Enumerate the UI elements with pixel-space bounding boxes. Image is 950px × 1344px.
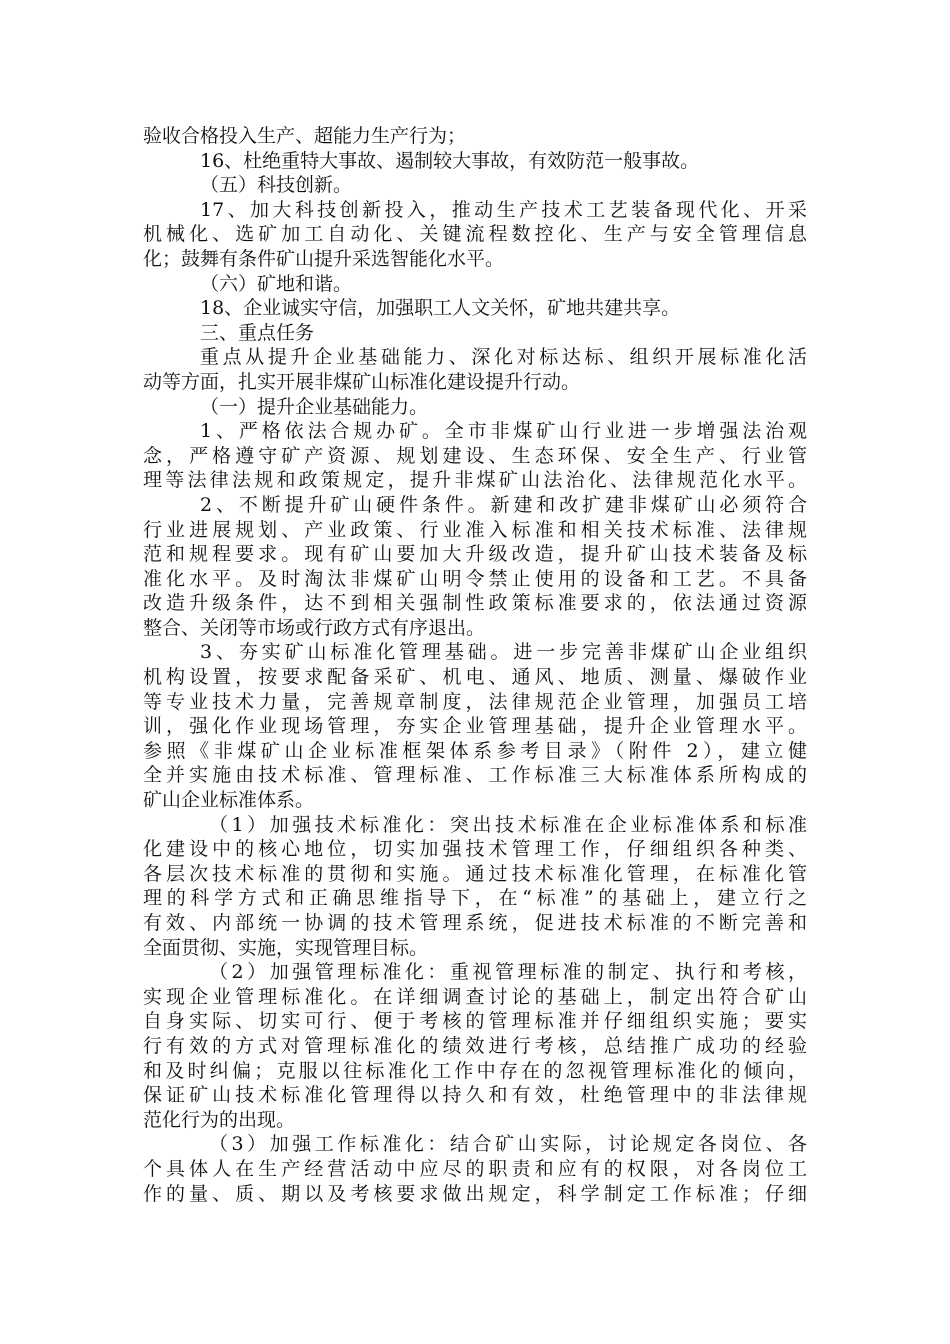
text-line: 有效、内部统一协调的技术管理系统，促进技术标准的不断完善和 bbox=[143, 912, 807, 934]
text-line: 范化行为的出现。 bbox=[143, 1108, 296, 1131]
section-heading: （一）提升企业基础能力。 bbox=[200, 395, 429, 418]
text-line: 验收合格投入生产、超能力生产行为； bbox=[143, 125, 467, 147]
text-line: 行有效的方式对管理标准化的绩效进行考核，总结推广成功的经验 bbox=[143, 1034, 807, 1057]
text-line: 个具体人在生产经营活动中应尽的职责和应有的权限，对各岗位工 bbox=[143, 1157, 807, 1180]
text-line: 和及时纠偏；克服以往标准化工作中存在的忽视管理标准化的倾向， bbox=[143, 1059, 807, 1082]
text-line: 全并实施由技术标准、管理标准、工作标准三大标准体系所构成的 bbox=[143, 764, 807, 787]
text-line: 准化水平。及时淘汰非煤矿山明令禁止使用的设备和工艺。不具备 bbox=[143, 567, 807, 590]
text-line: 自身实际、切实可行、便于考核的管理标准并仔细组织实施；要实 bbox=[143, 1010, 807, 1033]
text-line: 矿山企业标准体系。 bbox=[143, 789, 315, 812]
document-page bbox=[143, 124, 807, 1206]
text-line: 念，严格遵守矿产资源、规划建设、生态环保、安全生产、行业管 bbox=[143, 444, 807, 467]
text-line: 1、严格依法合规办矿。全市非煤矿山行业进一步增强法治观 bbox=[200, 420, 807, 443]
section-heading: 三、重点任务 bbox=[200, 321, 315, 344]
text-line: 保证矿山技术标准化管理得以持久和有效，杜绝管理中的非法律规 bbox=[143, 1084, 807, 1107]
text-line: 化建设中的核心地位，切实加强技术管理工作，仔细组织各种类、 bbox=[143, 838, 807, 861]
text-line: 范和规程要求。现有矿山要加大升级改造，提升矿山技术装备及标 bbox=[143, 543, 807, 566]
text-line: 行业进展规划、产业政策、行业准入标准和相关技术标准、法律规 bbox=[143, 518, 807, 541]
text-line: （3）加强工作标准化：结合矿山实际，讨论规定各岗位、各 bbox=[209, 1133, 807, 1156]
text-line: （1）加强技术标准化：突出技术标准在企业标准体系和标准 bbox=[209, 813, 807, 836]
text-line: 17、加大科技创新投入，推动生产技术工艺装备现代化、开采 bbox=[200, 198, 807, 221]
text-line: 全面贯彻、实施，实现管理目标。 bbox=[143, 936, 429, 959]
section-heading: （五）科技创新。 bbox=[200, 174, 353, 197]
text-line: 重点从提升企业基础能力、深化对标达标、组织开展标准化活 bbox=[200, 346, 807, 369]
text-line: 改造升级条件，达不到相关强制性政策标准要求的，依法通过资源 bbox=[143, 592, 807, 615]
text-line: 各层次技术标准的贯彻和实施。通过技术标准化管理，在标准化管 bbox=[143, 862, 807, 885]
text-line: 16、杜绝重特大事故、遏制较大事故，有效防范一般事故。 bbox=[200, 149, 700, 172]
text-line: 18、企业诚实守信，加强职工人文关怀，矿地共建共享。 bbox=[200, 297, 681, 320]
text-line: 理的科学方式和正确思维指导下，在“标准”的基础上，建立行之 bbox=[143, 887, 807, 910]
text-line: 参照《非煤矿山企业标准框架体系参考目录》（附件 2），建立健 bbox=[143, 739, 807, 762]
text-line: 2、不断提升矿山硬件条件。新建和改扩建非煤矿山必须符合 bbox=[200, 493, 807, 516]
text-line: 化；鼓舞有条件矿山提升采选智能化水平。 bbox=[143, 247, 505, 270]
text-line: 作的量、质、期以及考核要求做出规定，科学制定工作标准；仔细 bbox=[143, 1182, 807, 1205]
text-line: 实现企业管理标准化。在详细调查讨论的基础上，制定出符合矿山 bbox=[143, 985, 807, 1008]
text-line: 机械化、选矿加工自动化、关键流程数控化、生产与安全管理信息 bbox=[143, 223, 807, 246]
section-heading: （六）矿地和谐。 bbox=[200, 272, 353, 295]
text-line: 3、夯实矿山标准化管理基础。进一步完善非煤矿山企业组织 bbox=[200, 641, 807, 664]
text-line: 训，强化作业现场管理，夯实企业管理基础，提升企业管理水平。 bbox=[143, 715, 807, 738]
text-line: 理等法律法规和政策规定，提升非煤矿山法治化、法律规范化水平。 bbox=[143, 469, 807, 492]
text-line: 动等方面，扎实开展非煤矿山标准化建设提升行动。 bbox=[143, 370, 581, 393]
text-line: 整合、关闭等市场或行政方式有序退出。 bbox=[143, 616, 486, 639]
text-line: 机构设置，按要求配备采矿、机电、通风、地质、测量、爆破作业 bbox=[143, 666, 807, 689]
text-line: （2）加强管理标准化：重视管理标准的制定、执行和考核， bbox=[209, 961, 807, 984]
text-line: 等专业技术力量，完善规章制度，法律规范企业管理，加强员工培 bbox=[143, 690, 807, 713]
